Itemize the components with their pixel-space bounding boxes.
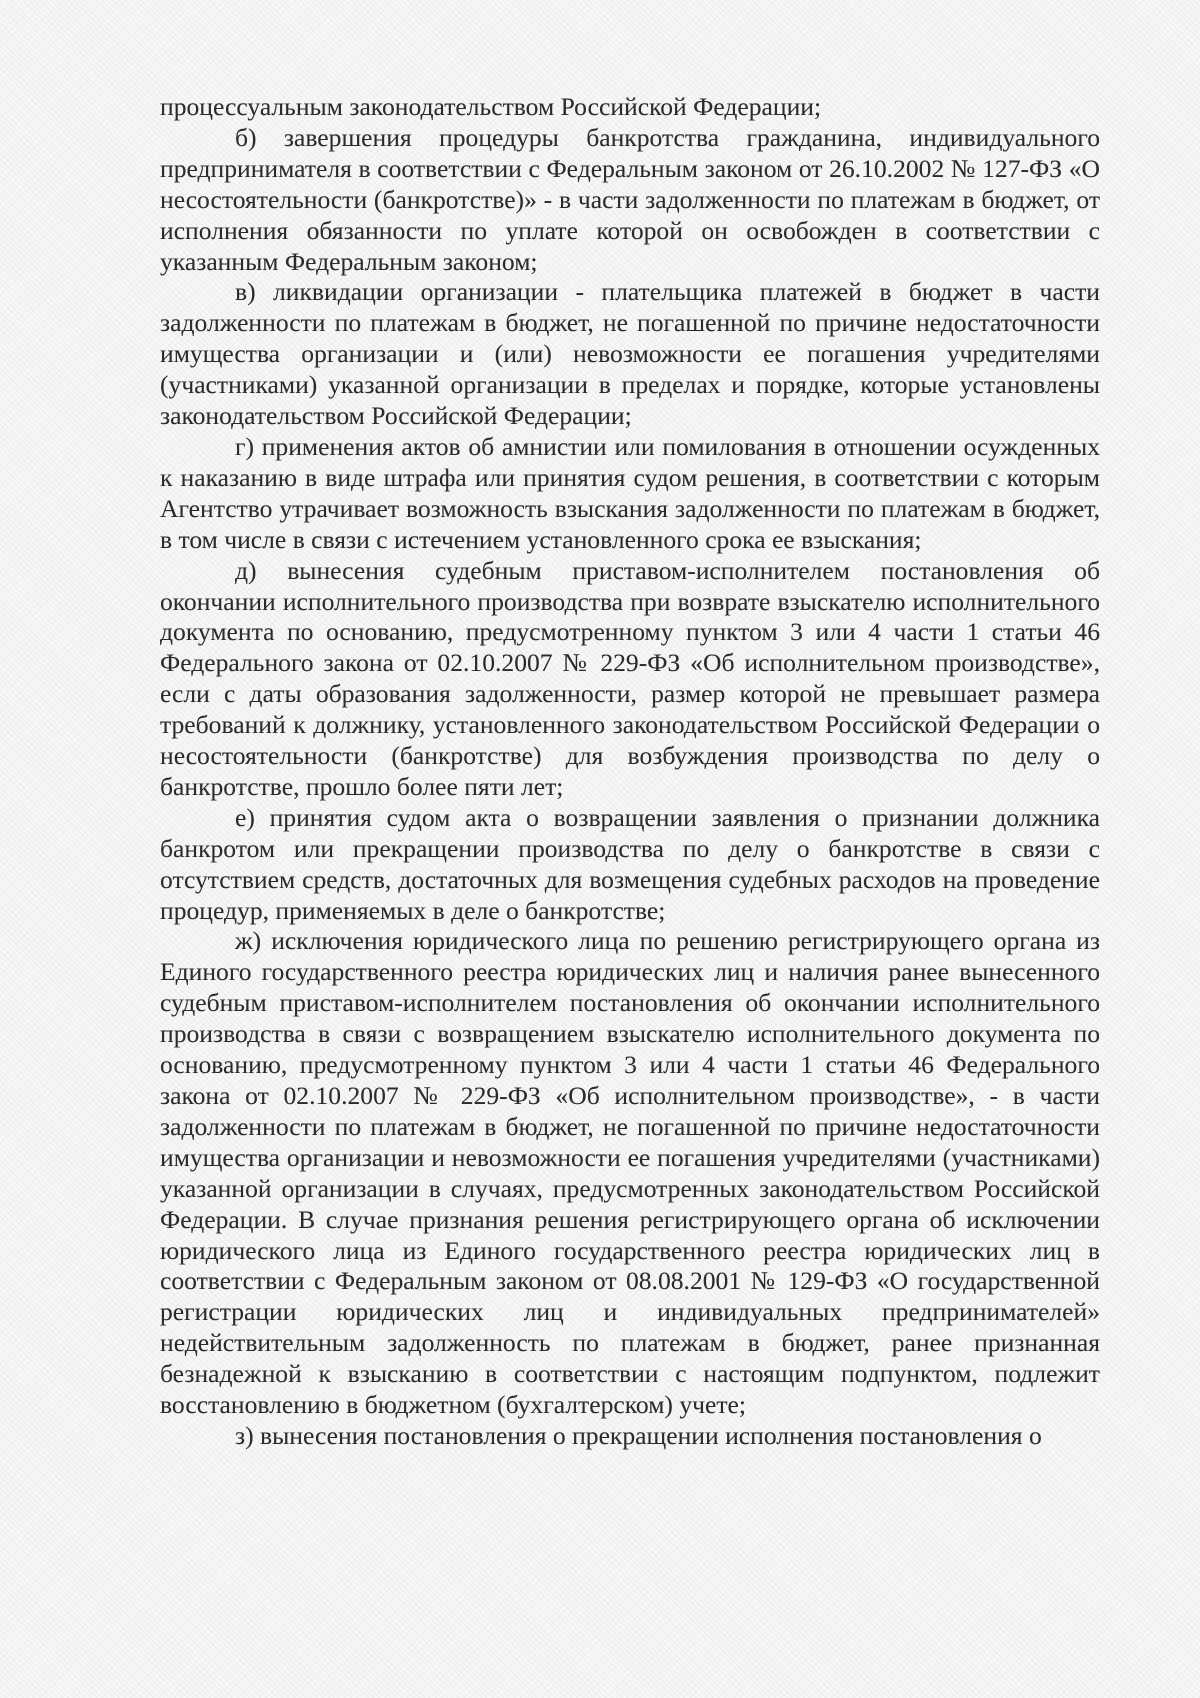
paragraph-item-b: б) завершения процедуры банкротства гражданина, индивидуального предпринимателя в соответствии с Федеральным законом от 26.10.2002 № 127-ФЗ «О несостоятельности (банкротстве)» - в части задолженности по платежам в бюджет, от исполнения обязанности по уплате которой он освобожден в соответствии с указанным Федеральным законом; — [160, 122, 1100, 276]
paragraph-continuation: процессуальным законодательством Российской Федерации; — [160, 92, 822, 121]
document-body — [160, 92, 1100, 1452]
paragraph-item-e: е) принятия судом акта о возвращении заявления о признании должника банкротом или прекращении производства по делу о банкротстве в связи с отсутствием средств, достаточных для возмещения судебных расходов на проведение процедур, применяемых в деле о банкротстве; — [160, 802, 1100, 925]
paragraph-item-g: г) применения актов об амнистии или помилования в отношении осужденных к наказанию в виде штрафа или принятия судом решения, в соответствии с которым Агентство утрачивает возможность взыскания задолженности по платежам в бюджет, в том числе в связи с истечением установленного срока ее взыскания; — [160, 431, 1100, 554]
paragraph-item-zh: ж) исключения юридического лица по решению регистрирующего органа из Единого государственного реестра юридических лиц и наличия ранее вынесенного судебным приставом-исполнителем постановления об окончании исполнительного производства в связи с возвращением взыскателю исполнительного документа по основанию, предусмотренному пунктом 3 или 4 части 1 статьи 46 Федерального закона от 02.10.2007 № 229-ФЗ «Об исполнительном производстве», - в части задолженности по платежам в бюджет, не погашенной по причине недостаточности имущества организации и невозможности ее погашения учредителями (участниками) указанной организации в случаях, предусмотренных законодательством Российской Федерации. В случае признания решения регистрирующего органа об исключении юридического лица из Единого государственного реестра юридических лиц в соответствии с Федеральным законом от 08.08.2001 № 129-ФЗ «О государственной регистрации юридических лиц и индивидуальных предпринимателей» недействительным задолженность по платежам в бюджет, ранее признанная безнадежной к взысканию в соответствии с настоящим подпунктом, подлежит восстановлению в бюджетном (бухгалтерском) учете; — [160, 926, 1100, 1420]
paragraph-item-d: д) вынесения судебным приставом-исполнителем постановления об окончании исполнительного производства при возврате взыскателю исполнительного документа по основанию, предусмотренному пунктом 3 или 4 части 1 статьи 46 Федерального закона от 02.10.2007 № 229-ФЗ «Об исполнительном производстве», если с даты образования задолженности, размер которой не превышает размера требований к должнику, установленного законодательством Российской Федерации о несостоятельности (банкротстве) для возбуждения производства по делу о банкротстве, прошло более пяти лет; — [160, 555, 1100, 801]
paragraph-item-v: в) ликвидации организации - плательщика платежей в бюджет в части задолженности по платежам в бюджет, не погашенной по причине недостаточности имущества организации и (или) невозможности ее погашения учредителями (участниками) указанной организации в пределах и порядке, которые установлены законодательством Российской Федерации; — [160, 277, 1100, 431]
paragraph-item-z: з) вынесения постановления о прекращении исполнения постановления о — [235, 1420, 1042, 1450]
